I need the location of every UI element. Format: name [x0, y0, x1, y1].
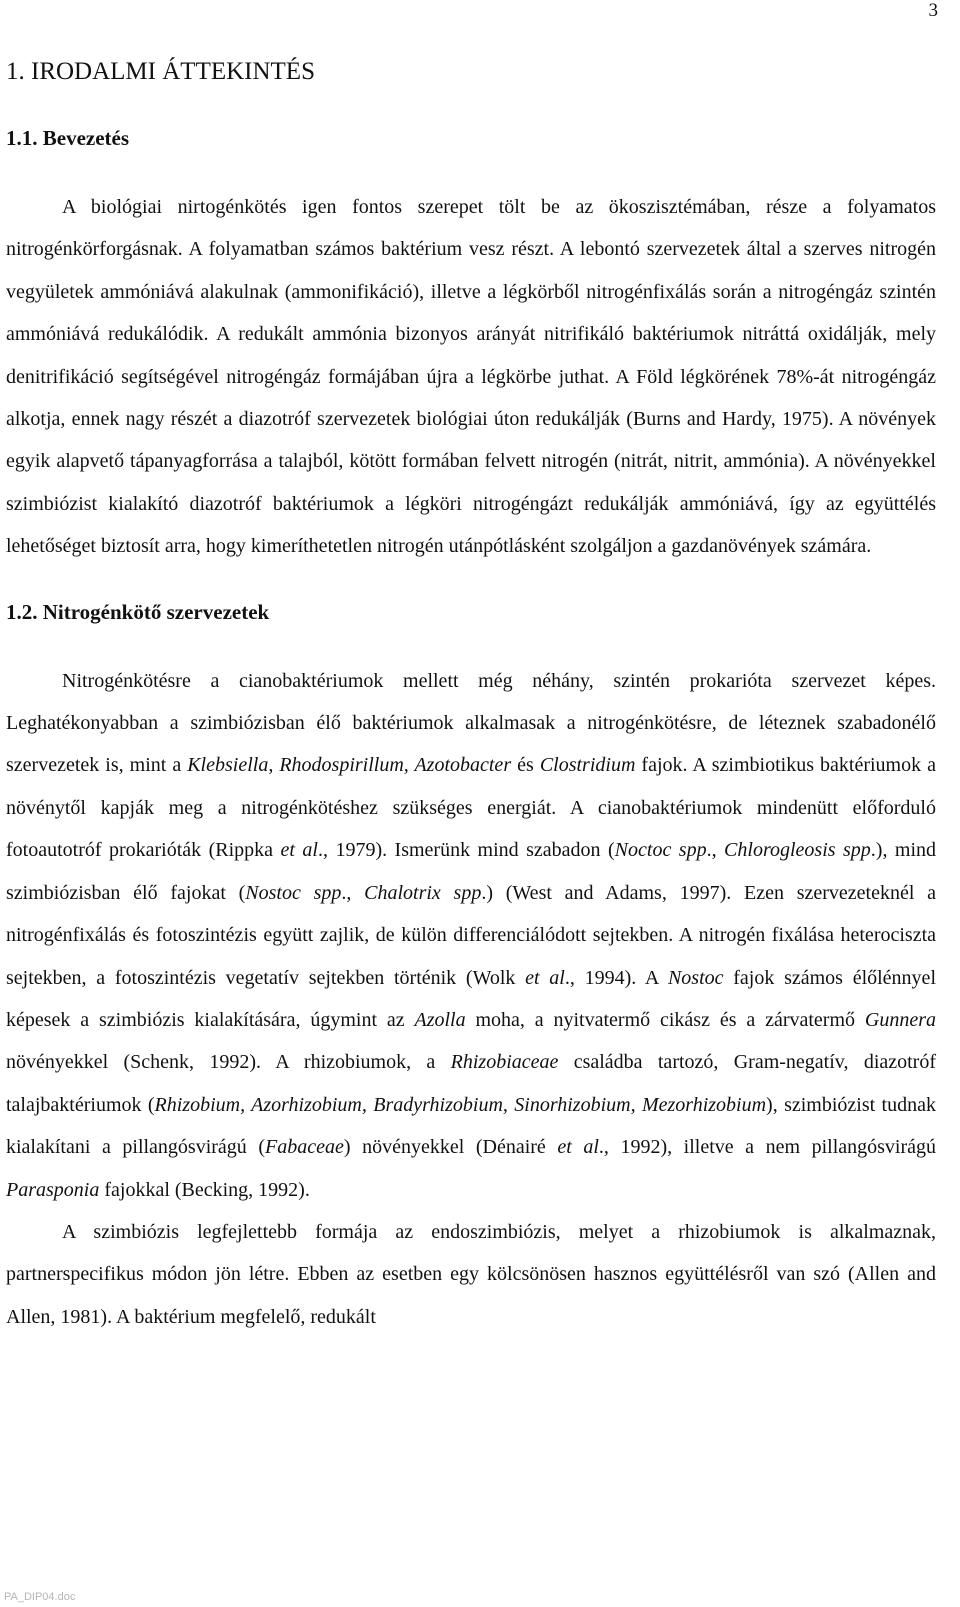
italic-text: Azolla — [414, 1008, 466, 1031]
text-run: ., — [341, 881, 365, 904]
text-run: .) (West and Adams, 1997). Ezen szervezeteknél a nitrogénfixálás és fotoszintézis együtt zajlik, de külön differenciálódott sejtekben. A nitrogén fixálása heterociszta sejtekben, a fotoszintézis vegetatív sejtekben történik (Wolk — [6, 881, 937, 989]
italic-text: et al — [525, 966, 565, 989]
text-run: és — [511, 754, 540, 777]
text-run: .), mind szimbiózisban élő fajokat ( — [6, 839, 937, 904]
italic-text: Clostridium — [539, 754, 636, 777]
italic-text: Chalotrix spp — [364, 881, 482, 904]
text-run: ), szimbiózist tudnak kialakítani a pillangósvirágú ( — [6, 1093, 936, 1159]
italic-text: Fabaceae — [265, 1136, 344, 1159]
section-title-nitrogen-fixers: 1.2. Nitrogénkötő szervezetek — [6, 599, 270, 624]
italic-text: Parasponia — [6, 1178, 100, 1201]
italic-text: Gunnera — [864, 1008, 936, 1031]
text-run: ., 1992), illetve a nem pillangósvirágú — [598, 1136, 937, 1159]
text-run: ) növényekkel (Dénairé — [343, 1136, 558, 1159]
italic-text: Rhizobium, Azorhizobium, Bradyrhizobium, Sinorhizobium, Mezorhizobium — [154, 1093, 767, 1116]
italic-text: Noctoc spp — [614, 839, 707, 862]
paragraph — [6, 660, 936, 1211]
document-body — [6, 50, 936, 1338]
text-run: családba tartozó, Gram-negatív, diazotróf talajbaktériumok ( — [6, 1051, 936, 1116]
italic-text: Nostoc — [667, 966, 724, 989]
text-run: ., — [706, 839, 725, 862]
italic-text: Klebsiella, Rhodospirillum, Azotobacter — [187, 754, 512, 777]
text-run: moha, a nyitvatermő cikász és a zárvatermő — [465, 1008, 865, 1031]
italic-text: Nostoc spp — [245, 881, 342, 904]
text-run: Nitrogénkötésre a cianobaktériumok mellett még néhány, szintén prokarióta szervezet képes. Leghatékonyabban a szimbiózisban élő baktériumok alkalmasak a nitrogénkötésre, de léteznek szabadonélő szervezetek is, mint a — [6, 669, 936, 777]
italic-text: Rhizobiaceae — [450, 1051, 559, 1074]
footer-filename: PA_DIP04.doc — [4, 1591, 76, 1603]
chapter-title: 1. IRODALMI ÁTTEKINTÉS — [6, 58, 315, 85]
text-run: fajok számos élőlénnyel képesek a szimbiózis kialakítására, úgymint az — [6, 966, 936, 1031]
section-title-introduction: 1.1. Bevezetés — [6, 126, 130, 150]
paragraph — [6, 1211, 936, 1338]
text-run: A biológiai nirtogénkötés igen fontos szerepet tölt be az ökoszisztémában, része a folyamatos nitrogénkörforgásnak. A folyamatban számos baktérium vesz részt. A lebontó szervezetek által a szerves nitrogén vegyületek ammóniává alakulnak (ammonifikáció), illetve a légkörből nitrogénfixálás során a nitrogéngáz szintén ammóniává redukálódik. A redukált ammónia bizonyos arányát nitrifikáló baktériumok nitráttá oxidálják, mely denitrifikáció segítségével nitrogéngáz formájában újra a légkörbe juthat. A Föld légkörének 78%-át nitrogéngáz alkotja, ennek nagy részét a diazotróf szervezetek biológiai úton redukálják (Burns and Hardy, 1975). A növények egyik alapvető tápanyagforrása a talajból, kötött formában felvett nitrogén (nitrát, nitrit, ammónia). A növényekkel szimbiózist kialakító diazotróf baktériumok a légköri nitrogéngázt redukálják ammóniává, így az együttélés lehetőséget biztosít arra, hogy kimeríthetetlen nitrogén utánpótlásként szolgáljon a gazdanövények számára. — [6, 196, 936, 558]
italic-text: et al — [557, 1136, 599, 1159]
italic-text: Chlorogleosis spp — [724, 839, 871, 862]
text-run: ., 1979). Ismerünk mind szabadon ( — [317, 839, 615, 862]
text-run: A szimbiózis legfejlettebb formája az endoszimbiózis, melyet a rhizobiumok is alkalmaznak, partnerspecifikus módon jön létre. Ebben az esetben egy kölcsönösen hasznos együttélésről van szó (Allen and Allen, 1981). A baktérium megfelelő, redukált — [6, 1220, 936, 1328]
text-run: fajok. A szimbiotikus baktériumok a növénytől kapják meg a nitrogénkötéshez szükséges energiát. A cianobaktériumok mindenütt előforduló fotoautotróf prokarióták (Rippka — [6, 754, 936, 862]
paragraph — [6, 186, 936, 568]
page-number: 3 — [928, 0, 938, 21]
text-run: ., 1994). A — [564, 966, 668, 989]
text-run: növényekkel (Schenk, 1992). A rhizobiumok, a — [6, 1051, 451, 1074]
italic-text: et al — [280, 839, 318, 862]
text-run: fajokkal (Becking, 1992). — [99, 1178, 310, 1201]
